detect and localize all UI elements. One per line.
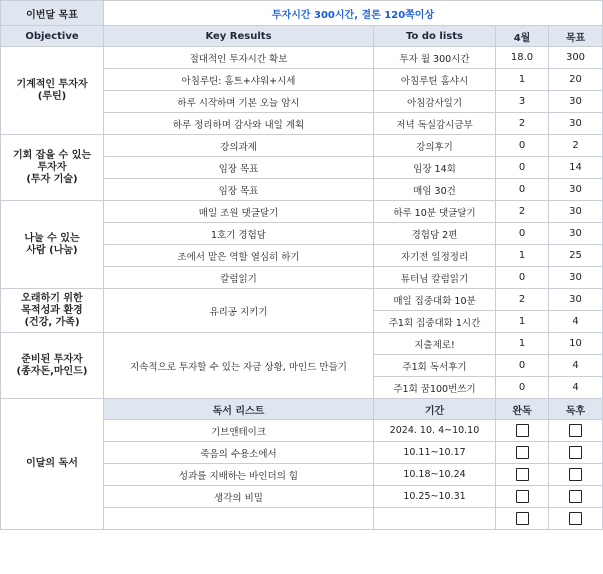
objective-title: 오래하기 위한 목적성과 환경 (건강, 가족) <box>21 292 83 328</box>
key-result: 지속적으로 투자할 수 있는 자금 상황, 마인드 만들기 <box>104 333 374 399</box>
april-value: 18.0 <box>496 47 549 69</box>
review-checkbox[interactable] <box>569 512 582 525</box>
table-row <box>1 289 603 311</box>
book-title: 생각의 비밀 <box>104 486 374 508</box>
target-value: 25 <box>549 245 603 267</box>
april-value: 0 <box>496 267 549 289</box>
key-result: 하루 정리하며 감사와 내일 계획 <box>104 113 374 135</box>
todo-item: 주1회 꿈100번쓰기 <box>374 377 496 399</box>
target-value: 30 <box>549 113 603 135</box>
done-checkbox[interactable] <box>516 490 529 503</box>
book-title <box>104 508 374 530</box>
done-checkbox-cell <box>496 464 549 486</box>
done-checkbox-cell <box>496 420 549 442</box>
april-value: 0 <box>496 179 549 201</box>
todo-item: 임장 14회 <box>374 157 496 179</box>
todo-item: 지출제로! <box>374 333 496 355</box>
target-value: 14 <box>549 157 603 179</box>
review-checkbox-cell <box>549 508 603 530</box>
objective-title: 기회 잡을 수 있는 투자자 (투자 기술) <box>12 149 92 185</box>
done-checkbox[interactable] <box>516 424 529 437</box>
done-checkbox[interactable] <box>516 468 529 481</box>
col-reading-period: 기간 <box>374 399 496 420</box>
april-value: 1 <box>496 311 549 333</box>
target-value: 30 <box>549 223 603 245</box>
objective-title: 준비된 투자자 (종자돈,마인드) <box>16 353 88 377</box>
key-result: 임장 목표 <box>104 157 374 179</box>
todo-item: 강의후기 <box>374 135 496 157</box>
target-value: 30 <box>549 179 603 201</box>
table-row <box>1 47 603 69</box>
objective-cell <box>1 201 104 289</box>
target-value: 30 <box>549 267 603 289</box>
target-value: 4 <box>549 355 603 377</box>
month-goal-row <box>1 1 603 26</box>
done-checkbox[interactable] <box>516 512 529 525</box>
april-value: 2 <box>496 113 549 135</box>
todo-item: 투자 월 300시간 <box>374 47 496 69</box>
todo-item: 주1회 집중대화 1시간 <box>374 311 496 333</box>
book-period: 2024. 10. 4~10.10 <box>374 420 496 442</box>
target-value: 300 <box>549 47 603 69</box>
objective-title: 나눌 수 있는 사람 (나눔) <box>24 232 80 256</box>
target-value: 20 <box>549 69 603 91</box>
april-value: 1 <box>496 333 549 355</box>
key-result: 절대적인 투자시간 확보 <box>104 47 374 69</box>
col-objective: Objective <box>1 26 104 47</box>
key-result: 조에서 맡은 역할 열심히 하기 <box>104 245 374 267</box>
reading-label: 이달의 독서 <box>1 399 104 530</box>
objective-title: 기계적인 투자자 (루틴) <box>16 78 88 102</box>
book-period: 10.18~10.24 <box>374 464 496 486</box>
april-value: 0 <box>496 157 549 179</box>
key-result: 아침루틴: 홈트+샤워+시세 <box>104 69 374 91</box>
col-target: 목표 <box>549 26 603 47</box>
todo-item: 자기전 일정정리 <box>374 245 496 267</box>
objective-cell <box>1 289 104 333</box>
objective-cell <box>1 135 104 201</box>
month-goal-label: 이번달 목표 <box>1 1 104 26</box>
book-title: 성과를 지배하는 바인더의 힘 <box>104 464 374 486</box>
table-row <box>1 135 603 157</box>
done-checkbox-cell <box>496 508 549 530</box>
target-value: 30 <box>549 201 603 223</box>
book-period: 10.11~10.17 <box>374 442 496 464</box>
key-result: 1호기 경험담 <box>104 223 374 245</box>
review-checkbox[interactable] <box>569 468 582 481</box>
col-reading-review: 독후 <box>549 399 603 420</box>
book-title: 죽음의 수용소에서 <box>104 442 374 464</box>
key-result: 유리공 지키기 <box>104 289 374 333</box>
book-period <box>374 508 496 530</box>
review-checkbox-cell <box>549 486 603 508</box>
april-value: 0 <box>496 355 549 377</box>
april-value: 1 <box>496 69 549 91</box>
target-value: 30 <box>549 289 603 311</box>
key-result: 강의과제 <box>104 135 374 157</box>
todo-item: 경험담 2편 <box>374 223 496 245</box>
todo-item: 주1회 독서후기 <box>374 355 496 377</box>
april-value: 2 <box>496 289 549 311</box>
col-reading-done: 완독 <box>496 399 549 420</box>
target-value: 4 <box>549 311 603 333</box>
todo-item: 저녁 독실감시금부 <box>374 113 496 135</box>
todo-item: 튜터님 칼럼읽기 <box>374 267 496 289</box>
todo-item: 아침루틴 홈샤시 <box>374 69 496 91</box>
header-row <box>1 26 603 47</box>
key-result: 임장 목표 <box>104 179 374 201</box>
col-key-results: Key Results <box>104 26 374 47</box>
done-checkbox-cell <box>496 442 549 464</box>
objective-cell <box>1 333 104 399</box>
review-checkbox[interactable] <box>569 446 582 459</box>
april-value: 1 <box>496 245 549 267</box>
april-value: 0 <box>496 135 549 157</box>
key-result: 칼럼읽기 <box>104 267 374 289</box>
key-result: 매일 조원 댓글달기 <box>104 201 374 223</box>
key-result: 하루 시작하며 기본 오늘 암시 <box>104 91 374 113</box>
review-checkbox[interactable] <box>569 490 582 503</box>
review-checkbox-cell <box>549 464 603 486</box>
target-value: 4 <box>549 377 603 399</box>
todo-item: 매일 집중대화 10분 <box>374 289 496 311</box>
april-value: 2 <box>496 201 549 223</box>
table-row <box>1 333 603 355</box>
review-checkbox[interactable] <box>569 424 582 437</box>
target-value: 2 <box>549 135 603 157</box>
todo-item: 하루 10분 댓글달기 <box>374 201 496 223</box>
todo-item: 매임 30건 <box>374 179 496 201</box>
reading-header-row <box>1 399 603 420</box>
table-row <box>1 201 603 223</box>
month-goal-text: 투자시간 300시간, 결론 120쪽이상 <box>104 1 603 26</box>
book-period: 10.25~10.31 <box>374 486 496 508</box>
april-value: 3 <box>496 91 549 113</box>
target-value: 10 <box>549 333 603 355</box>
col-todo: To do lists <box>374 26 496 47</box>
book-title: 기브앤테이크 <box>104 420 374 442</box>
done-checkbox-cell <box>496 486 549 508</box>
review-checkbox-cell <box>549 420 603 442</box>
objective-cell <box>1 47 104 135</box>
col-april: 4월 <box>496 26 549 47</box>
april-value: 0 <box>496 377 549 399</box>
april-value: 0 <box>496 223 549 245</box>
review-checkbox-cell <box>549 442 603 464</box>
col-reading-list: 독서 리스트 <box>104 399 374 420</box>
done-checkbox[interactable] <box>516 446 529 459</box>
todo-item: 아침감사일기 <box>374 91 496 113</box>
target-value: 30 <box>549 91 603 113</box>
